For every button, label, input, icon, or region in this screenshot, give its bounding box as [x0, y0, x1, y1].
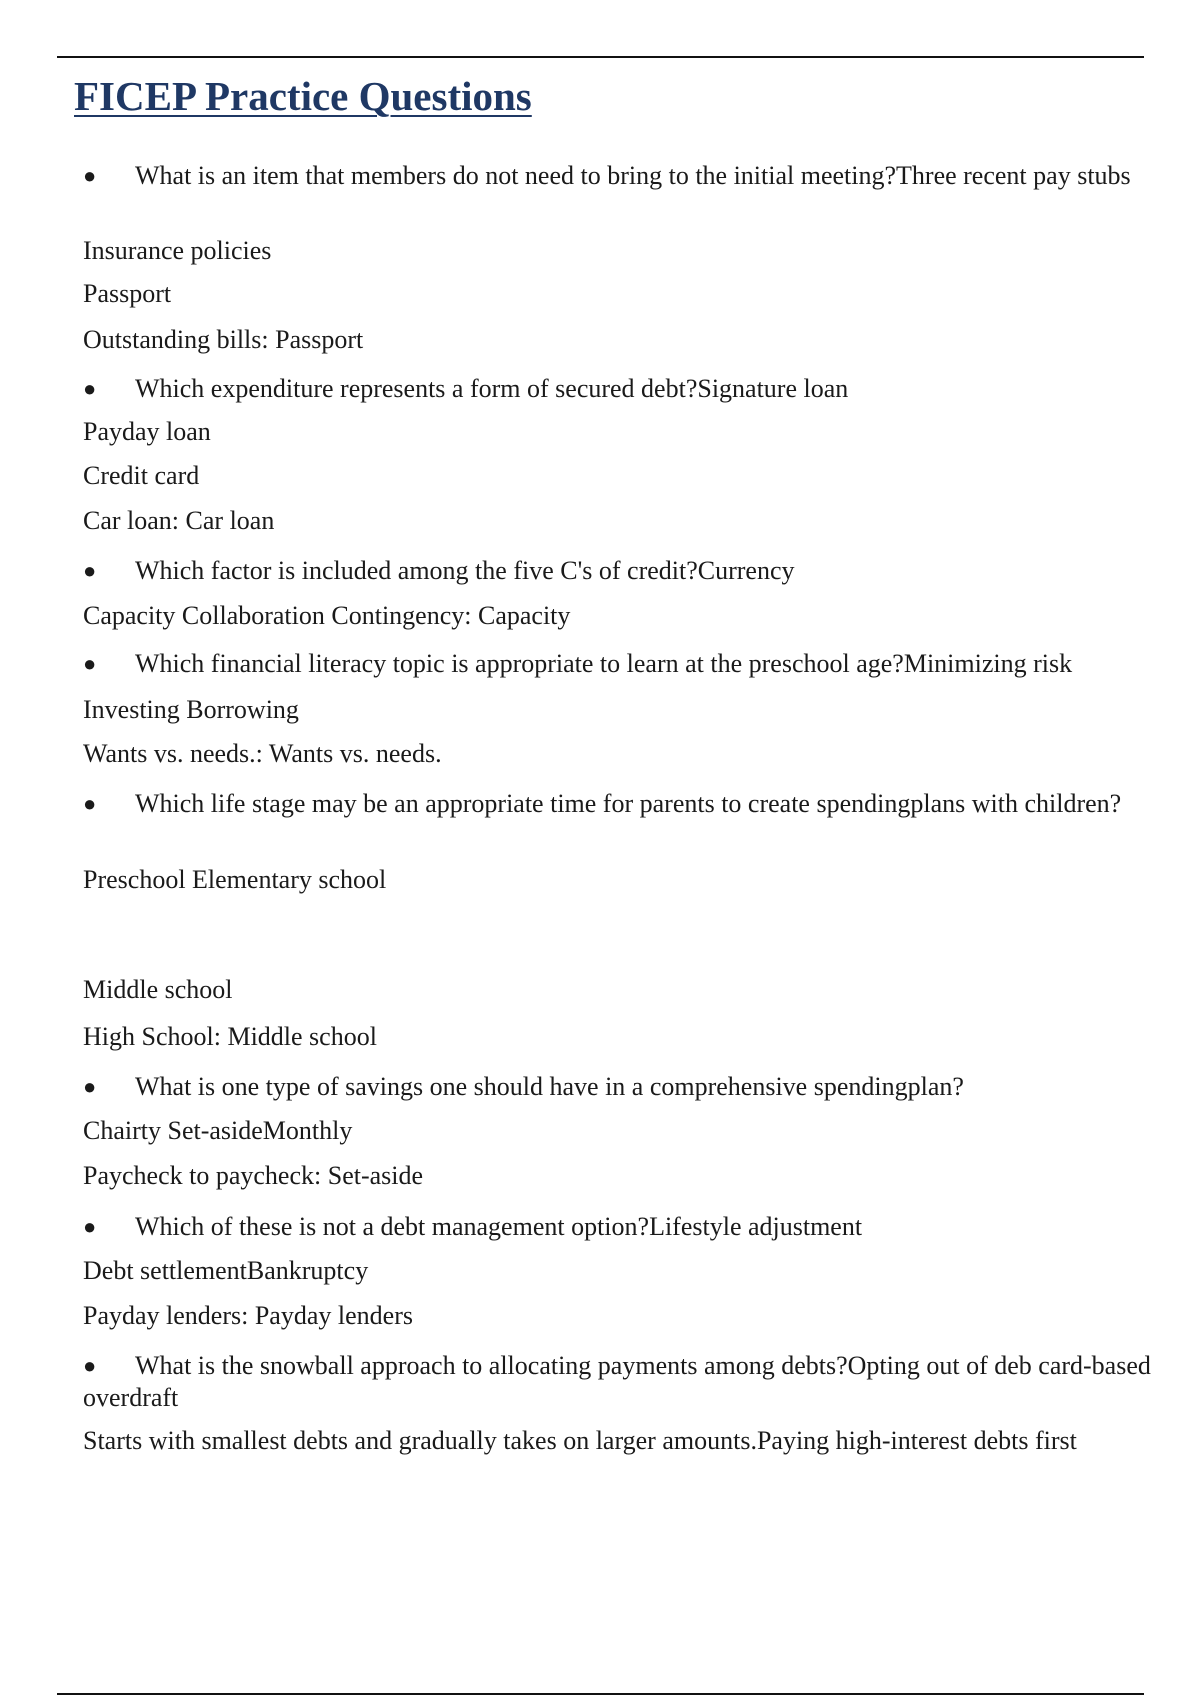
bullet-icon: ●: [83, 651, 97, 676]
answer-line: Investing Borrowing: [83, 695, 299, 724]
answer-line: Payday lenders: Payday lenders: [83, 1301, 413, 1330]
page-title: FICEP Practice Questions: [74, 73, 532, 119]
answer-line: Car loan: Car loan: [83, 506, 275, 535]
bottom-rule: [57, 1693, 1144, 1695]
bullet-icon: ●: [83, 376, 97, 401]
question-5: [83, 788, 1163, 820]
question-text: Which life stage may be an appropriate time for parents to create spendingplans with children?: [135, 789, 1122, 818]
question-6: [83, 1071, 1163, 1103]
top-rule: [57, 56, 1144, 58]
answer-line: Passport: [83, 279, 172, 308]
question-8: [83, 1350, 1163, 1414]
answer-line: Preschool Elementary school: [83, 865, 387, 894]
question-text: Which expenditure represents a form of secured debt?Signature loan: [135, 374, 849, 403]
bullet-icon: ●: [83, 558, 97, 583]
question-7: [83, 1211, 1163, 1243]
bullet-icon: ●: [83, 1074, 97, 1099]
answer-line: High School: Middle school: [83, 1022, 377, 1051]
answer-line: Payday loan: [83, 417, 211, 446]
question-text: Which of these is not a debt management option?Lifestyle adjustment: [135, 1212, 863, 1241]
bullet-icon: ●: [83, 791, 97, 816]
question-1: [83, 160, 1163, 192]
answer-line: Middle school: [83, 975, 233, 1004]
answer-line: Insurance policies: [83, 236, 272, 265]
question-3: [83, 555, 1163, 587]
answer-line: Capacity Collaboration Contingency: Capacity: [83, 601, 571, 630]
question-4: [83, 648, 1163, 680]
question-text: What is an item that members do not need to bring to the initial meeting?Three recent pay stubs: [135, 161, 1131, 190]
question-text: What is one type of savings one should have in a comprehensive spendingplan?: [135, 1072, 964, 1101]
bullet-icon: ●: [83, 1353, 97, 1378]
answer-line: Outstanding bills: Passport: [83, 325, 364, 354]
question-text: Which financial literacy topic is appropriate to learn at the preschool age?Minimizing risk: [135, 649, 1073, 678]
answer-line: Debt settlementBankruptcy: [83, 1256, 369, 1285]
question-text: Which factor is included among the five C's of credit?Currency: [135, 556, 795, 585]
answer-line: Starts with smallest debts and gradually takes on larger amounts.Paying high-interest debts first: [83, 1426, 1077, 1455]
answer-line: Chairty Set-asideMonthly: [83, 1116, 353, 1145]
question-2: [83, 373, 1163, 405]
answer-line: Credit card: [83, 461, 200, 490]
question-text: What is the snowball approach to allocating payments among debts?Opting out of deb card-based overdraft: [83, 1351, 1151, 1412]
bullet-icon: ●: [83, 1214, 97, 1239]
answer-line: Paycheck to paycheck: Set-aside: [83, 1161, 424, 1190]
bullet-icon: ●: [83, 163, 97, 188]
answer-line: Wants vs. needs.: Wants vs. needs.: [83, 739, 442, 768]
